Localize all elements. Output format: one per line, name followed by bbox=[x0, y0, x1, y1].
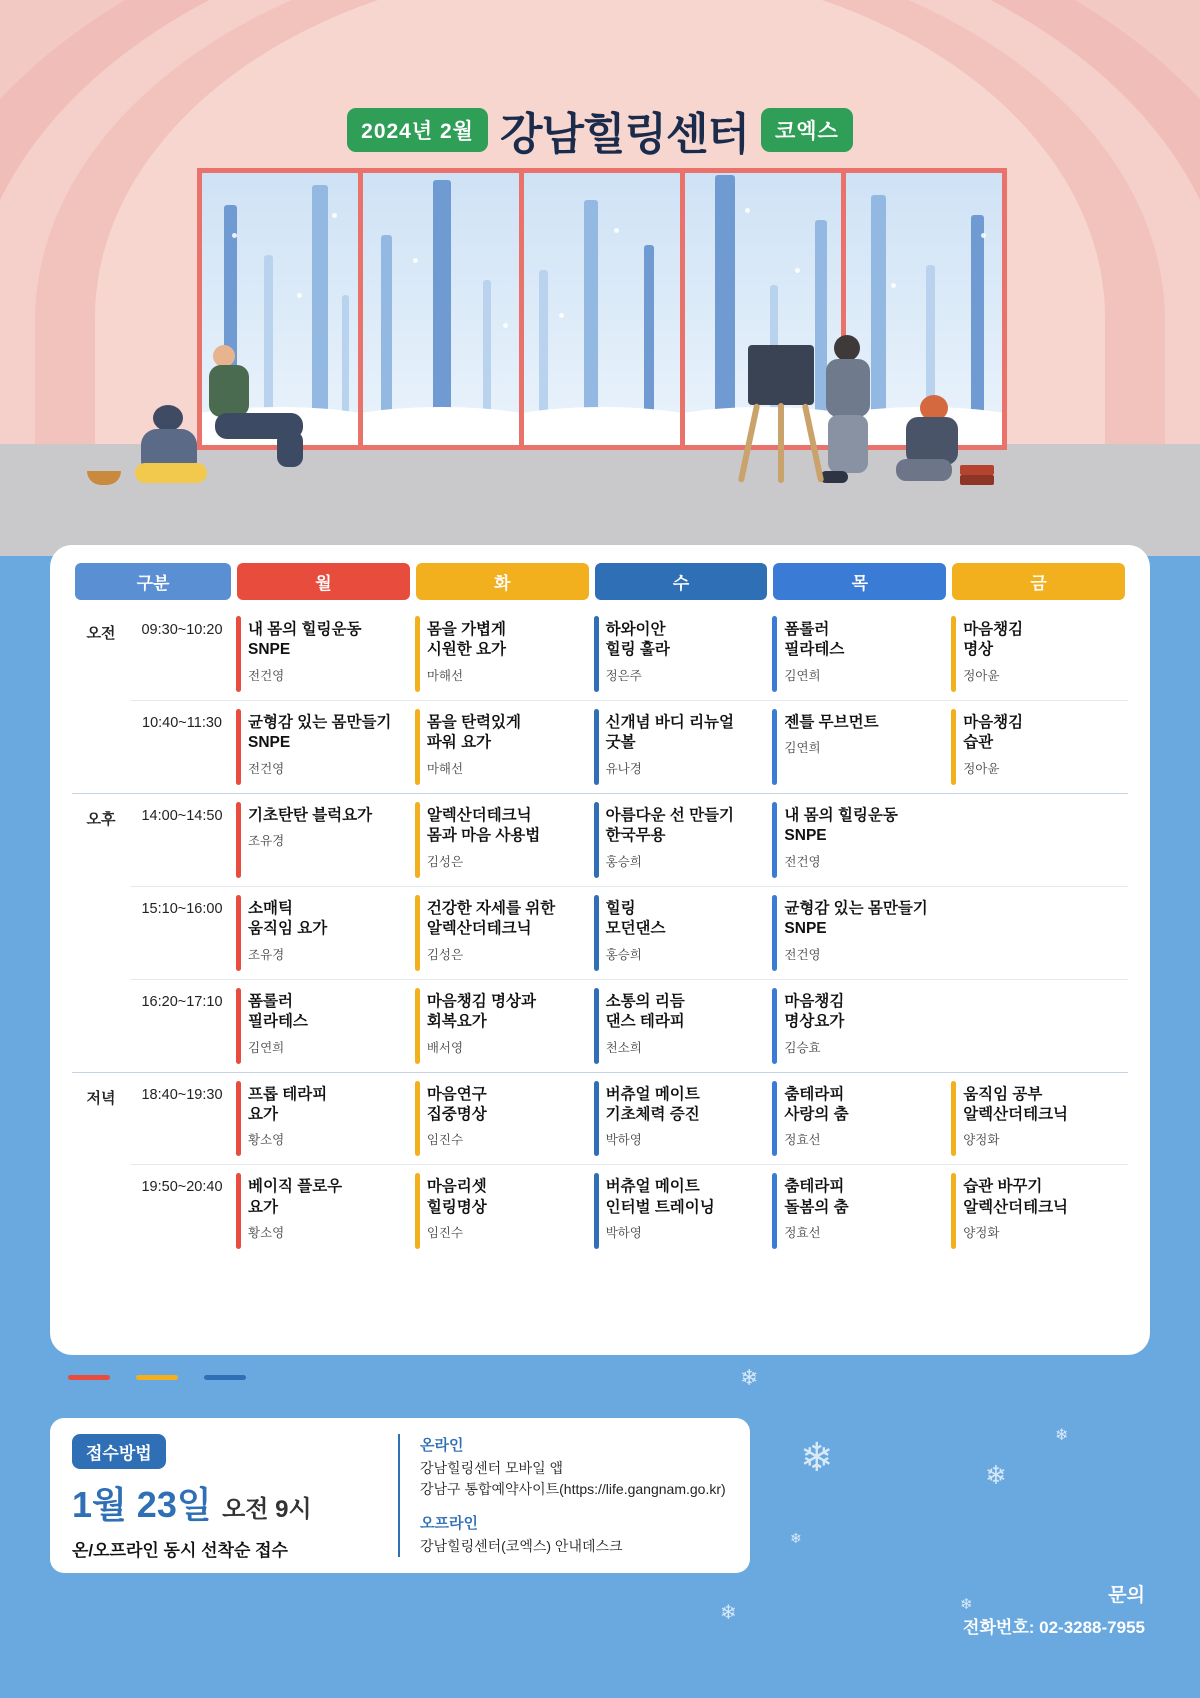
class-cell[interactable] bbox=[949, 1072, 1128, 1165]
class-cell[interactable] bbox=[234, 1165, 413, 1257]
class-title: 균형감 있는 몸만들기 SNPE bbox=[784, 899, 928, 938]
class-color-bar bbox=[415, 1173, 420, 1249]
hero-illustration bbox=[0, 0, 1200, 556]
class-cell[interactable] bbox=[949, 793, 1128, 886]
snowflake-icon: ❄ bbox=[720, 1602, 737, 1624]
schedule-card bbox=[50, 545, 1150, 1355]
class-cell[interactable] bbox=[770, 700, 949, 793]
class-title: 내 몸의 힐링운동 SNPE bbox=[784, 806, 898, 845]
class-color-bar bbox=[415, 802, 420, 878]
class-color-bar bbox=[594, 895, 599, 971]
contact-label: 문의 bbox=[1108, 1585, 1145, 1606]
class-color-bar bbox=[236, 988, 241, 1064]
class-color-bar bbox=[594, 616, 599, 692]
class-color-bar bbox=[594, 1081, 599, 1157]
snowflake-icon: ❄ bbox=[985, 1460, 1007, 1490]
class-color-bar bbox=[236, 709, 241, 785]
person-meditating bbox=[135, 405, 215, 490]
time-slot-label: 15:10~16:00 bbox=[130, 886, 234, 979]
class-title: 젠틀 무브먼트 bbox=[784, 713, 879, 731]
column-header-day-5 bbox=[949, 563, 1128, 608]
decorative-dash bbox=[136, 1375, 178, 1380]
column-header-day-2 bbox=[413, 563, 592, 608]
class-color-bar bbox=[772, 616, 777, 692]
class-title: 아름다운 선 만들기 한국무용 bbox=[605, 806, 735, 845]
class-title: 베이직 플로우 요가 bbox=[248, 1178, 343, 1216]
class-teacher: 정아윤 bbox=[963, 668, 1000, 683]
class-cell[interactable] bbox=[770, 979, 949, 1072]
registration-right bbox=[398, 1434, 726, 1557]
class-cell[interactable] bbox=[234, 793, 413, 886]
class-cell[interactable] bbox=[413, 979, 592, 1072]
class-color-bar bbox=[415, 709, 420, 785]
class-title: 내 몸의 힐링운동 SNPE bbox=[248, 621, 362, 659]
class-teacher: 조유경 bbox=[248, 834, 285, 849]
class-teacher: 김성은 bbox=[426, 854, 464, 869]
person-stretching bbox=[205, 345, 315, 490]
online-line-1: 강남힐링센터 모바일 앱 bbox=[420, 1460, 564, 1476]
class-color-bar bbox=[236, 1173, 241, 1249]
class-teacher: 김승효 bbox=[784, 1040, 821, 1055]
class-title: 마음챙김 습관 bbox=[963, 713, 1024, 752]
table-row bbox=[72, 886, 1128, 979]
column-header-label: 목 bbox=[773, 563, 946, 600]
table-row bbox=[72, 793, 1128, 886]
time-slot-label: 19:50~20:40 bbox=[130, 1165, 234, 1257]
class-color-bar bbox=[594, 1173, 599, 1249]
class-cell[interactable] bbox=[413, 1072, 592, 1165]
class-cell[interactable] bbox=[770, 608, 949, 700]
class-teacher: 김연희 bbox=[784, 741, 821, 756]
class-teacher: 전건영 bbox=[784, 854, 821, 869]
class-cell[interactable] bbox=[949, 608, 1128, 700]
class-color-bar bbox=[772, 709, 777, 785]
class-cell[interactable] bbox=[770, 793, 949, 886]
class-teacher: 정은주 bbox=[605, 668, 642, 683]
contact-block bbox=[963, 1580, 1145, 1638]
column-header-day-4 bbox=[770, 563, 949, 608]
session-period-label: 저녁 bbox=[72, 1072, 130, 1257]
class-cell[interactable] bbox=[949, 1165, 1128, 1257]
class-color-bar bbox=[236, 802, 241, 878]
class-cell[interactable] bbox=[234, 979, 413, 1072]
time-slot-label: 18:40~19:30 bbox=[130, 1072, 234, 1165]
class-title: 신개념 바디 리뉴얼 굿볼 bbox=[605, 713, 735, 752]
page-title: 강남힐링센터 bbox=[499, 110, 749, 159]
contact-phone: 전화번호: 02-3288-7955 bbox=[963, 1618, 1145, 1637]
class-teacher: 마해선 bbox=[426, 668, 464, 683]
class-color-bar bbox=[951, 709, 956, 785]
class-cell[interactable] bbox=[592, 700, 771, 793]
time-slot-label: 09:30~10:20 bbox=[141, 622, 223, 638]
snowflake-icon: ❄ bbox=[740, 1365, 759, 1390]
registration-date-time: 오전 9시 bbox=[222, 1496, 312, 1523]
session-period-label: 오후 bbox=[72, 793, 130, 1072]
class-teacher: 정효선 bbox=[784, 1133, 821, 1148]
branch-badge: 코엑스 bbox=[761, 108, 853, 152]
class-title: 폼롤러 필라테스 bbox=[248, 992, 308, 1031]
class-teacher: 홍승희 bbox=[605, 947, 642, 962]
period-badge: 2024년 2월 bbox=[347, 108, 488, 152]
table-row bbox=[72, 608, 1128, 700]
table-header-row bbox=[72, 563, 1128, 608]
class-title: 균형감 있는 몸만들기 SNPE bbox=[248, 713, 392, 752]
class-color-bar bbox=[951, 1081, 956, 1157]
class-color-bar bbox=[594, 802, 599, 878]
session-period-label: 오전 bbox=[86, 625, 116, 642]
column-header-day-1 bbox=[234, 563, 413, 608]
class-title: 프롭 테라피 요가 bbox=[248, 1085, 328, 1123]
class-cell[interactable] bbox=[949, 979, 1128, 1072]
class-teacher: 정아윤 bbox=[963, 761, 1000, 776]
class-cell[interactable] bbox=[592, 979, 771, 1072]
class-title: 마음챙김 명상과 회복요가 bbox=[426, 992, 536, 1031]
class-teacher: 전건영 bbox=[248, 761, 285, 776]
class-teacher: 마해선 bbox=[426, 761, 464, 776]
class-teacher: 황소영 bbox=[248, 1226, 285, 1241]
class-title: 몸을 가볍게 시원한 요가 bbox=[426, 621, 506, 659]
class-title: 소매틱 움직임 요가 bbox=[248, 899, 328, 938]
class-cell[interactable] bbox=[413, 793, 592, 886]
class-teacher: 유나경 bbox=[605, 761, 642, 776]
class-teacher: 박하영 bbox=[605, 1133, 642, 1148]
person-reading bbox=[890, 395, 985, 495]
class-teacher: 임진수 bbox=[426, 1226, 464, 1241]
class-color-bar bbox=[415, 895, 420, 971]
class-color-bar bbox=[415, 1081, 420, 1157]
registration-left bbox=[72, 1434, 372, 1560]
class-title: 버츄얼 메이트 기초체력 증진 bbox=[605, 1085, 700, 1123]
class-cell[interactable] bbox=[949, 700, 1128, 793]
decorative-dash bbox=[68, 1375, 110, 1380]
class-cell[interactable] bbox=[592, 1165, 771, 1257]
registration-badge: 접수방법 bbox=[72, 1434, 166, 1469]
table-row bbox=[72, 979, 1128, 1072]
class-title: 움직임 공부 알렉산더테크닉 bbox=[963, 1085, 1069, 1123]
class-cell[interactable] bbox=[413, 886, 592, 979]
class-color-bar bbox=[951, 616, 956, 692]
snowflake-icon: ❄ bbox=[960, 1596, 973, 1613]
class-title: 버츄얼 메이트 인터벌 트레이닝 bbox=[605, 1178, 715, 1216]
time-slot-label: 14:00~14:50 bbox=[130, 793, 234, 886]
class-color-bar bbox=[772, 895, 777, 971]
class-title: 마음챙김 명상요가 bbox=[784, 992, 845, 1031]
offline-line-1: 강남힐링센터(코엑스) 안내데스크 bbox=[420, 1538, 623, 1554]
class-cell[interactable] bbox=[234, 700, 413, 793]
window-pane bbox=[363, 173, 519, 445]
class-teacher: 정효선 bbox=[784, 1226, 821, 1241]
class-cell[interactable] bbox=[234, 886, 413, 979]
class-title: 습관 바꾸기 알렉산더테크닉 bbox=[963, 1178, 1069, 1216]
class-teacher: 천소희 bbox=[605, 1040, 642, 1055]
class-color-bar bbox=[772, 802, 777, 878]
class-cell[interactable] bbox=[413, 608, 592, 700]
online-line-2: 강남구 통합예약사이트(https://life.gangnam.go.kr) bbox=[420, 1481, 726, 1497]
class-cell[interactable] bbox=[770, 1072, 949, 1165]
class-teacher: 전건영 bbox=[784, 947, 821, 962]
class-cell[interactable] bbox=[234, 608, 413, 700]
class-cell[interactable] bbox=[592, 886, 771, 979]
class-cell[interactable] bbox=[770, 886, 949, 979]
snowflake-icon: ❄ bbox=[1055, 1427, 1069, 1444]
class-color-bar bbox=[236, 1081, 241, 1157]
column-header-category bbox=[72, 563, 234, 608]
class-teacher: 황소영 bbox=[248, 1133, 285, 1148]
class-teacher: 김연희 bbox=[784, 668, 821, 683]
class-teacher: 양정화 bbox=[963, 1133, 1000, 1148]
class-color-bar bbox=[772, 1081, 777, 1157]
class-cell[interactable] bbox=[413, 1165, 592, 1257]
class-title: 마음연구 집중명상 bbox=[426, 1085, 487, 1123]
column-header-label: 금 bbox=[952, 563, 1125, 600]
class-teacher: 김연희 bbox=[248, 1040, 285, 1055]
class-cell[interactable] bbox=[413, 700, 592, 793]
class-title: 몸을 탄력있게 파워 요가 bbox=[426, 713, 521, 752]
column-header-day-3 bbox=[592, 563, 771, 608]
time-slot-label: 10:40~11:30 bbox=[130, 700, 234, 793]
column-header-label: 월 bbox=[237, 563, 410, 600]
class-cell[interactable] bbox=[592, 608, 771, 700]
column-header-label: 화 bbox=[416, 563, 589, 600]
offline-label: 오프라인 bbox=[420, 1515, 478, 1532]
window-pane bbox=[524, 173, 680, 445]
class-color-bar bbox=[236, 895, 241, 971]
class-color-bar bbox=[772, 1173, 777, 1249]
snowflake-icon: ❄ bbox=[790, 1530, 802, 1546]
class-title: 힐링 모던댄스 bbox=[605, 899, 666, 938]
time-slot-label: 16:20~17:10 bbox=[130, 979, 234, 1072]
class-title: 마음리셋 힐링명상 bbox=[426, 1178, 487, 1216]
class-color-bar bbox=[415, 988, 420, 1064]
snowflake-icon: ❄ bbox=[800, 1436, 834, 1480]
header-title-row bbox=[0, 98, 1200, 162]
class-teacher: 김성은 bbox=[426, 947, 464, 962]
column-header-label: 구분 bbox=[75, 563, 231, 600]
class-teacher: 배서영 bbox=[426, 1040, 464, 1055]
class-teacher: 홍승희 bbox=[605, 854, 642, 869]
registration-subtitle: 온/오프라인 동시 선착순 접수 bbox=[72, 1541, 288, 1560]
registration-info-box bbox=[50, 1418, 750, 1573]
class-cell[interactable] bbox=[234, 1072, 413, 1165]
class-title: 춤테라피 사랑의 춤 bbox=[784, 1085, 849, 1123]
decorative-dashes bbox=[68, 1375, 246, 1380]
class-cell[interactable] bbox=[770, 1165, 949, 1257]
class-teacher: 전건영 bbox=[248, 668, 285, 683]
class-cell[interactable] bbox=[949, 886, 1128, 979]
table-row bbox=[72, 1165, 1128, 1257]
table-row bbox=[72, 700, 1128, 793]
decorative-dash bbox=[204, 1375, 246, 1380]
class-cell[interactable] bbox=[592, 1072, 771, 1165]
class-title: 폼롤러 필라테스 bbox=[784, 621, 845, 659]
class-color-bar bbox=[415, 616, 420, 692]
table-row bbox=[72, 1072, 1128, 1165]
online-label: 온라인 bbox=[420, 1437, 464, 1454]
class-title: 춤테라피 돌봄의 춤 bbox=[784, 1178, 849, 1216]
easel bbox=[740, 345, 830, 485]
class-teacher: 조유경 bbox=[248, 947, 285, 962]
class-color-bar bbox=[594, 988, 599, 1064]
class-color-bar bbox=[951, 1173, 956, 1249]
class-color-bar bbox=[594, 709, 599, 785]
column-header-label: 수 bbox=[595, 563, 768, 600]
class-title: 알렉산더테크닉 몸과 마음 사용법 bbox=[426, 806, 541, 845]
class-color-bar bbox=[236, 616, 241, 692]
class-color-bar bbox=[772, 988, 777, 1064]
class-teacher: 임진수 bbox=[426, 1133, 464, 1148]
registration-date bbox=[72, 1477, 372, 1528]
class-title: 소통의 리듬 댄스 테라피 bbox=[605, 992, 685, 1031]
class-title: 건강한 자세를 위한 알렉산더테크닉 bbox=[426, 899, 556, 938]
class-cell[interactable] bbox=[592, 793, 771, 886]
class-title: 기초탄탄 블럭요가 bbox=[248, 806, 373, 824]
registration-date-big: 1월 23일 bbox=[72, 1484, 212, 1525]
class-title: 마음챙김 명상 bbox=[963, 621, 1024, 659]
class-teacher: 박하영 bbox=[605, 1226, 642, 1241]
class-title: 하와이안 힐링 훌라 bbox=[605, 621, 670, 659]
class-teacher: 양정화 bbox=[963, 1226, 1000, 1241]
schedule-table bbox=[72, 563, 1128, 1257]
